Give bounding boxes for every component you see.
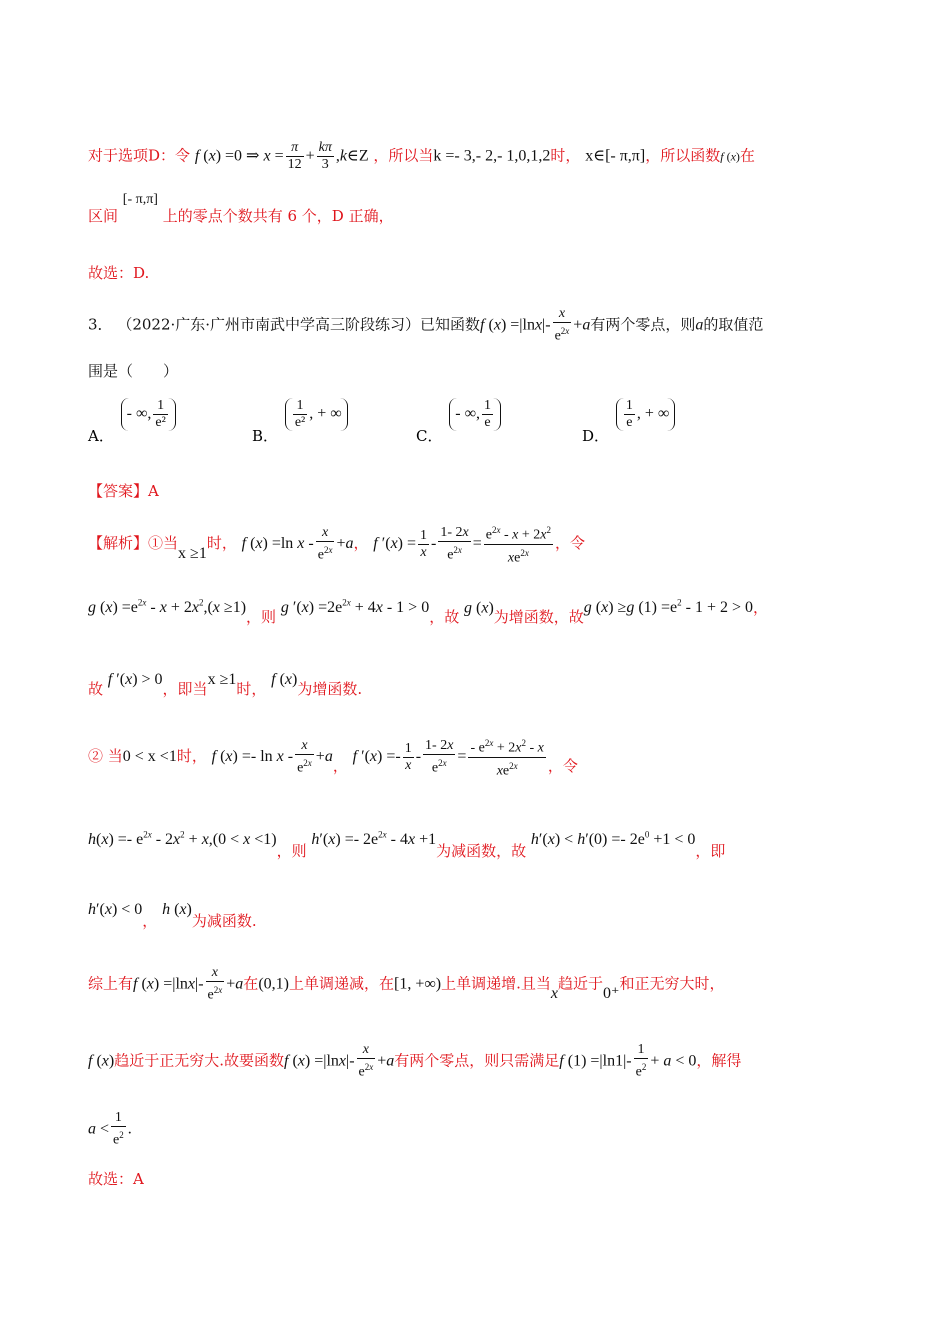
analysis-line-5: $h(x) =- e^{2x} - 2x^2 + x,(0 < x <1)$，则 $h'(x) =- 2e^{2x} - 4x +1$为减函数，故 $h'(x) < h'(0) =- 2e^0 +1 < 0$，即 (88, 830, 726, 861)
analysis-label: 【解析】 (88, 534, 149, 553)
conclusion-d: 故选：D. (88, 264, 150, 282)
condition-line: f (x)趋近于正无穷大.故要函数f (x) =|lnx|- $\frac{x}{e^{2x}}$ +a有两个零点，则只需满足f (1) =|ln1|- $\frac{1}{e^2}$ + a < 0，解得 (88, 1042, 742, 1080)
text: 在 (739, 146, 755, 165)
var-a: a (695, 316, 704, 334)
question-3-line: 3． （2022·广东·广州市南武中学高三阶段练习）已知函数f (x) =|lnx|- $\frac{x}{e^{2x}}$ +a有两个零点，则a的取值范 (88, 306, 764, 344)
zero-count-line (88, 192, 858, 229)
question-number: 3． (88, 315, 113, 334)
text: 时， (550, 146, 581, 165)
formula-f-zero: f (x) =0 ⇒ x = (194, 147, 284, 165)
analysis-line-3: 故 f ′(x) > 0，即当x ≥1时， f (x)为增函数. (88, 671, 363, 698)
text: 上的零点个数共有 6 个，D 正确， (162, 207, 394, 225)
interval: x∈[- π,π] (585, 147, 646, 165)
analysis-line-2: g $(x) =e^{2x} - x + 2x^2,(x \ge 1)$，则 g $'(x) =2e^{2x} + 4x - 1 > 0$，故 g (x)为增函数，故g (x) ≥g $(1) =e^2 - 1 + 2 > 0$， (88, 598, 768, 627)
text: ，所以函数 (645, 146, 721, 165)
question-source: （2022·广东·广州市南武中学高三阶段练习）已知函数 (117, 315, 481, 334)
text: 区间 (88, 207, 119, 225)
text: ，所以当 (373, 146, 434, 165)
result-line: a < $\frac{1}{e^2}$ . (88, 1110, 132, 1148)
option-c[interactable]: C． - ∞, $\frac{1}{e}$ (416, 398, 503, 431)
frac-pi-12: $\frac{\pi}{12}$ (287, 140, 302, 172)
text: 对于选项D：令 (88, 146, 191, 165)
final-answer: 故选：A (88, 1170, 144, 1188)
option-a[interactable]: A． - ∞, $\frac{1}{\text{e²}}$ (88, 398, 178, 431)
option-d-analysis-line: 对于选项D：令 f (x) =0 ⇒ x = $\frac{\pi}{12}$ + $\frac{k\pi}{3}$ ,k∈Z ，所以当k =- 3,- 2,- 1,0,1,2时， x∈[- π,π]，所以函数f (x)在 (88, 140, 755, 172)
text: 的取值范 (703, 315, 764, 334)
option-label: A． (88, 426, 114, 445)
text: 有两个零点，则 (590, 315, 696, 334)
option-b[interactable]: B． $\frac{1}{\text{e²}}$ , + ∞ (252, 398, 350, 431)
option-label: D． (582, 426, 610, 445)
option-label: C． (416, 426, 443, 445)
interval: [- π,π] (122, 192, 158, 207)
summary-line: 综上有f (x) =|lnx|- $\frac{x}{e^{2x}}$ +a在(0,1)上单调递减，在[1, +∞)上单调递增.且当x趋近于0⁺和正无穷大时， (88, 965, 725, 1003)
frac-kpi-3: $\frac{k\pi}{3}$ (318, 140, 332, 172)
option-d[interactable]: D． $\frac{1}{e}$ , + ∞ (582, 398, 677, 431)
analysis-line-6: h′(x) < 0， h (x)为减函数. (88, 901, 257, 930)
analysis-line-4: ② 当0 < x <1时， f (x) =- ln x - $\frac{x}{e^{2x}}$ +a， f ′(x) =- $\frac{1}{x}$ - $\frac{1- 2x}{e^{2x}}$ = $\frac{- e^{2x} + 2x^2 - x}{xe^{2x}}$ ，令 (88, 737, 578, 779)
question-3-line2: 围是（ ） (88, 362, 179, 380)
k-values: k =- 3,- 2,- 1,0,1,2 (433, 147, 551, 165)
analysis-line-1: 【解析】①当x ≥1时， f (x) =ln x - $\frac{x}{e^{2x}}$ +a， f ′(x) = $\frac{1}{x}$ - $\frac{1- 2x}{e^{2x}}$ = $\frac{e^{2x} - x + 2x^2}{xe^{2x}}$ ，令 (88, 524, 586, 566)
option-label: B． (252, 426, 279, 445)
answer-label: 【答案】A (88, 482, 159, 500)
